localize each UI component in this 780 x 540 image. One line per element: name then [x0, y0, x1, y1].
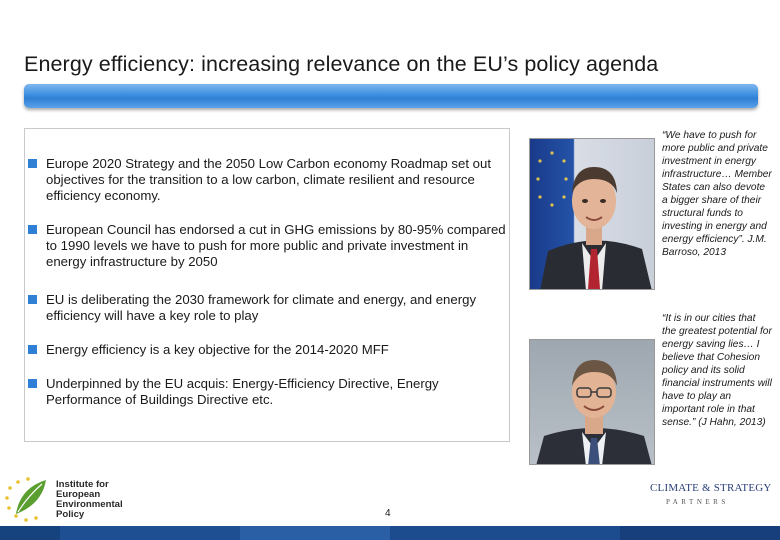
barroso-portrait [529, 138, 655, 290]
page-number: 4 [385, 508, 391, 519]
ieep-logo-text [56, 480, 123, 520]
bullet-text: European Council has endorsed a cut in GHG emissions by 80-95% compared to 1990 levels we have to push for more public and private investment in energy infrastructure by 2050 [46, 222, 506, 269]
csp-logo-name: CLIMATE & STRATEGY [650, 482, 772, 494]
bullet-text: Europe 2020 Strategy and the 2050 Low Carbon economy Roadmap set out objectives for the transition to a low carbon, climate resilient and resource efficiency economy. [46, 156, 492, 203]
slide-title: Energy efficiency: increasing relevance on the EU’s policy agenda [24, 52, 659, 76]
ieep-line: Environmental [56, 499, 123, 510]
climate-strategy-logo [648, 482, 772, 512]
csp-logo-tagline: PARTNERS [666, 498, 729, 506]
portrait-illustration-icon [530, 340, 655, 465]
bullet-text: Energy efficiency is a key objective for the 2014-2020 MFF [46, 342, 389, 357]
hahn-portrait [529, 339, 655, 465]
ieep-line: Policy [56, 509, 85, 520]
portrait-illustration-icon [530, 139, 655, 290]
barroso-quote: “We have to push for more public and private investment in energy infrastructure… Member States can also devote a bigger share of their structural funds to investing in energy and energy efficiency”. J.M. Barroso, 2013 [662, 130, 772, 258]
bullet-square-icon [28, 345, 37, 354]
bullet-text: Underpinned by the EU acquis: Energy-Efficiency Directive, Energy Performance of Buildings Directive etc. [46, 376, 439, 407]
bullet-square-icon [28, 225, 37, 234]
bullet-square-icon [28, 295, 37, 304]
ieep-line: European [56, 489, 101, 500]
bullet-square-icon [28, 379, 37, 388]
bullet-square-icon [28, 159, 37, 168]
footer-bar [0, 526, 780, 540]
ieep-logo [2, 474, 142, 524]
bullet-text: EU is deliberating the 2030 framework for climate and energy, and energy efficiency will have a key role to play [46, 292, 477, 323]
ieep-line: Institute for [56, 479, 109, 490]
hahn-quote: “It is in our cities that the greatest potential for energy saving lies… I believe that Cohesion policy and its solid financial instruments will have to play an important role in that sense.” (J Hahn, 2013) [662, 313, 772, 428]
title-banner [24, 84, 758, 108]
ieep-leaf-icon [2, 474, 54, 524]
